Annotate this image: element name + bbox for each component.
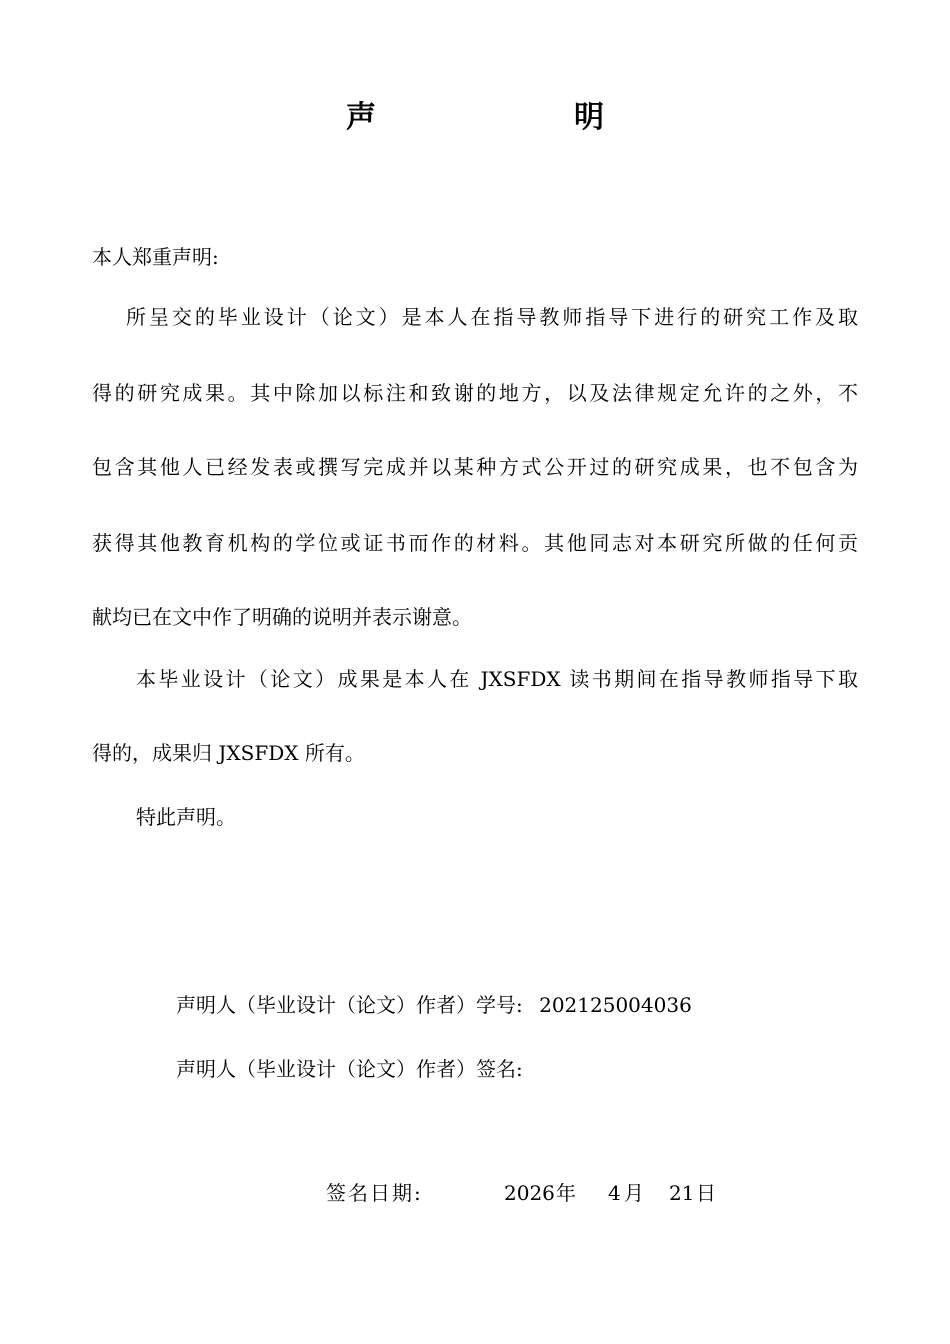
intro-statement: 本人郑重声明:	[92, 245, 219, 269]
page-title: 声 明	[346, 100, 688, 135]
paragraph-line: 所呈交的毕业设计（论文）是本人在指导教师指导下进行的研究工作及取	[126, 305, 858, 329]
date-day-unit: 日	[696, 1181, 716, 1205]
date-month: 4	[608, 1181, 621, 1205]
date-label: 签名日期:	[326, 1181, 423, 1205]
signature-label: 声明人（毕业设计（论文）作者）签名:	[176, 1057, 523, 1081]
student-id-value: 202125004036	[539, 993, 692, 1017]
date-year-unit: 年	[556, 1181, 576, 1205]
paragraph-line: 得的，成果归 JXSFDX 所有。	[92, 741, 365, 765]
paragraph-line: 包含其他人已经发表或撰写完成并以某种方式公开过的研究成果，也不包含为	[92, 455, 858, 479]
date-day: 21	[669, 1181, 695, 1205]
paragraph-line: 得的研究成果。其中除加以标注和致谢的地方，以及法律规定允许的之外，不	[92, 381, 858, 405]
date-month-unit: 月	[624, 1181, 644, 1205]
student-id-label: 声明人（毕业设计（论文）作者）学号:	[176, 993, 523, 1017]
paragraph-line: 本毕业设计（论文）成果是本人在 JXSFDX 读书期间在指导教师指导下取	[136, 667, 858, 691]
signature-line	[176, 1054, 523, 1084]
paragraph-line: 献均已在文中作了明确的说明并表示谢意。	[92, 605, 472, 629]
student-id-line	[176, 990, 692, 1020]
closing-statement: 特此声明。	[136, 805, 236, 829]
date-year: 2026	[504, 1181, 555, 1205]
paragraph-line: 获得其他教育机构的学位或证书而作的材料。其他同志对本研究所做的任何贡	[92, 531, 858, 555]
